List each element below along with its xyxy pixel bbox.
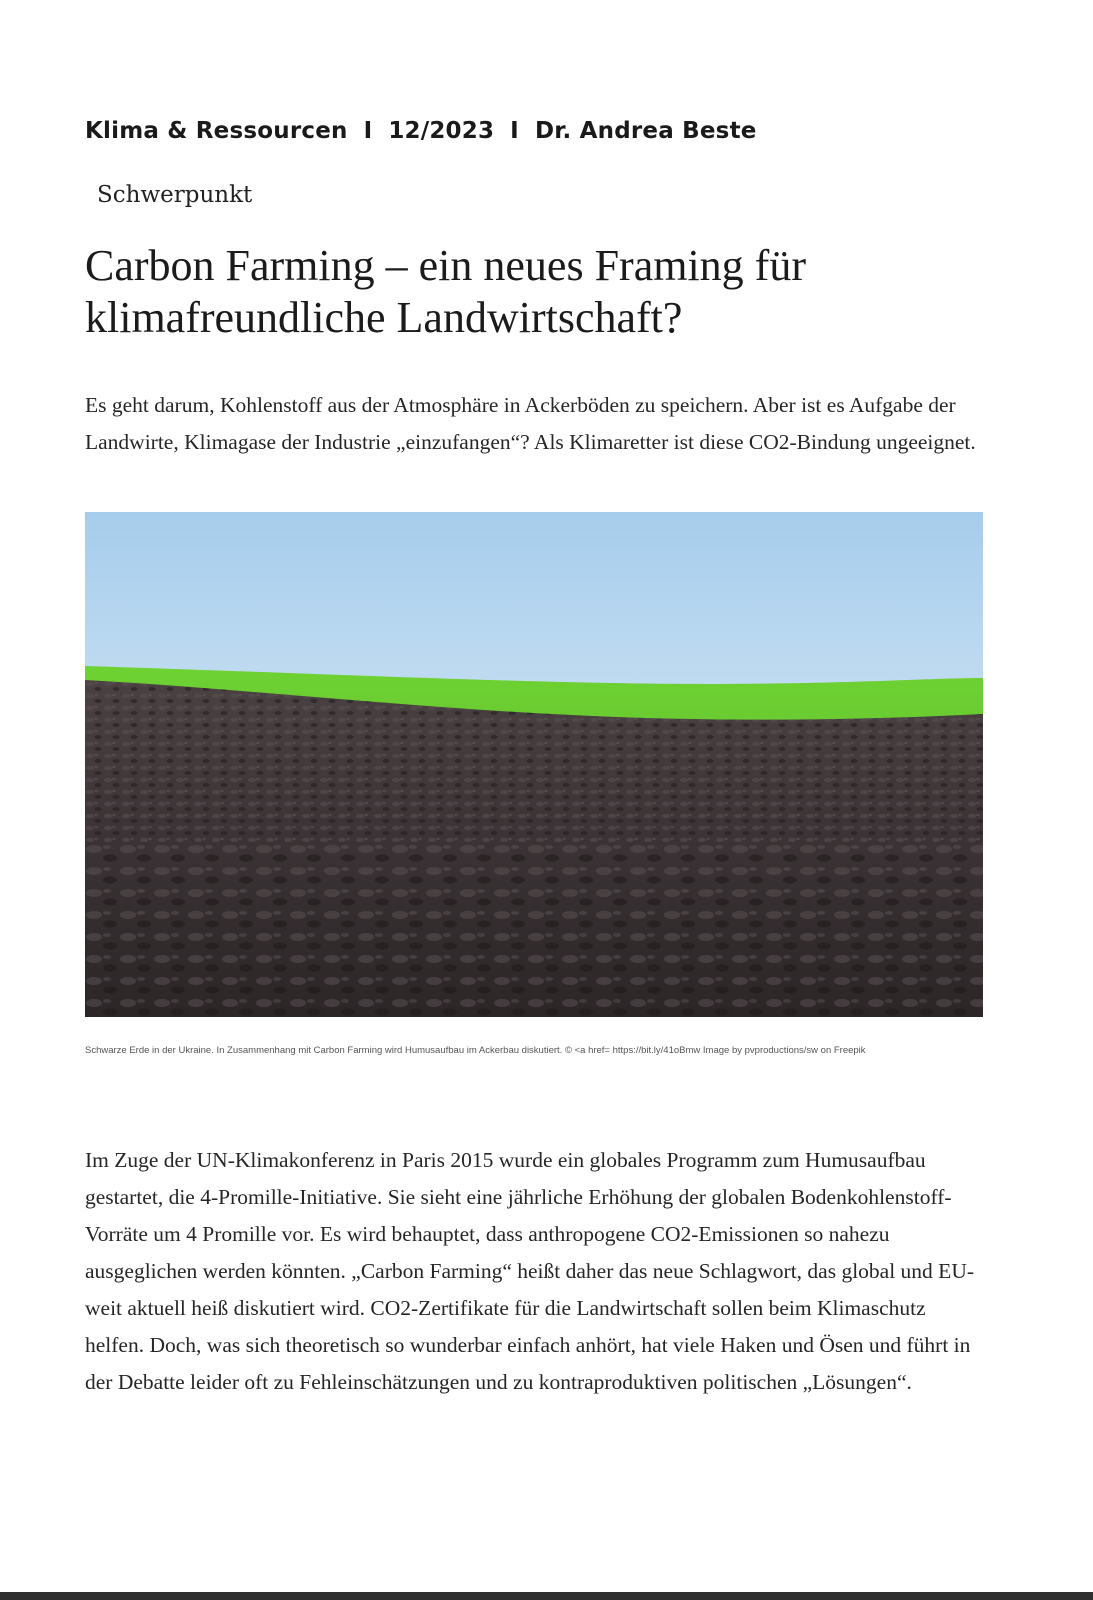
article-teaser: Es geht darum, Kohlenstoff aus der Atmosphäre in Ackerböden zu speichern. Aber ist es Aufgabe der Landwirte, Klimagase der Industrie „einzufangen“? Als Klimaretter ist diese CO2-Bindung ungeeignet. bbox=[85, 393, 976, 454]
author-name[interactable]: Dr. Andrea Beste bbox=[534, 118, 757, 144]
hero-image bbox=[85, 512, 983, 1017]
meta-separator: I bbox=[363, 118, 373, 144]
issue-date: 12/2023 bbox=[388, 118, 495, 144]
article-headline: Carbon Farming – ein neues Framing für klimafreundliche Landwirtschaft? bbox=[85, 241, 806, 342]
page-bottom-border bbox=[0, 1592, 1093, 1600]
article-meta bbox=[85, 118, 757, 144]
meta-separator: I bbox=[510, 118, 519, 144]
article-kicker: Schwerpunkt bbox=[97, 182, 253, 208]
section-name[interactable]: Klima & Ressourcen bbox=[85, 118, 348, 144]
field-photo bbox=[85, 512, 983, 1017]
article-body: Im Zuge der UN-Klimakonferenz in Paris 2015 wurde ein globales Programm zum Humusaufbau gestartet, die 4-Promille-Initiative. Sie sieht eine jährliche Erhöhung der globalen Bodenkohlenstoff-Vorräte um 4 Promille vor. Es wird behauptet, dass anthropogene CO2-Emissionen so nahezu ausgeglichen werden könnten. „Carbon Farming“ heißt daher das neue Schlagwort, das global und EU-weit aktuell heiß diskutiert wird. CO2-Zertifikate für die Landwirtschaft sollen beim Klimaschutz helfen. Doch, was sich theoretisch so wunderbar einfach anhört, hat viele Haken und Ösen und führt in der Debatte leider oft zu Fehleinschätzungen und zu kontraproduktiven politischen „Lösungen“. bbox=[85, 1148, 975, 1394]
image-caption: Schwarze Erde in der Ukraine. In Zusammenhang mit Carbon Farming wird Humusaufbau im Ackerbau diskutiert. © <a href= https://bit.ly/41oBmw Image by pvproductions/sw on Freepik bbox=[85, 1045, 866, 1056]
